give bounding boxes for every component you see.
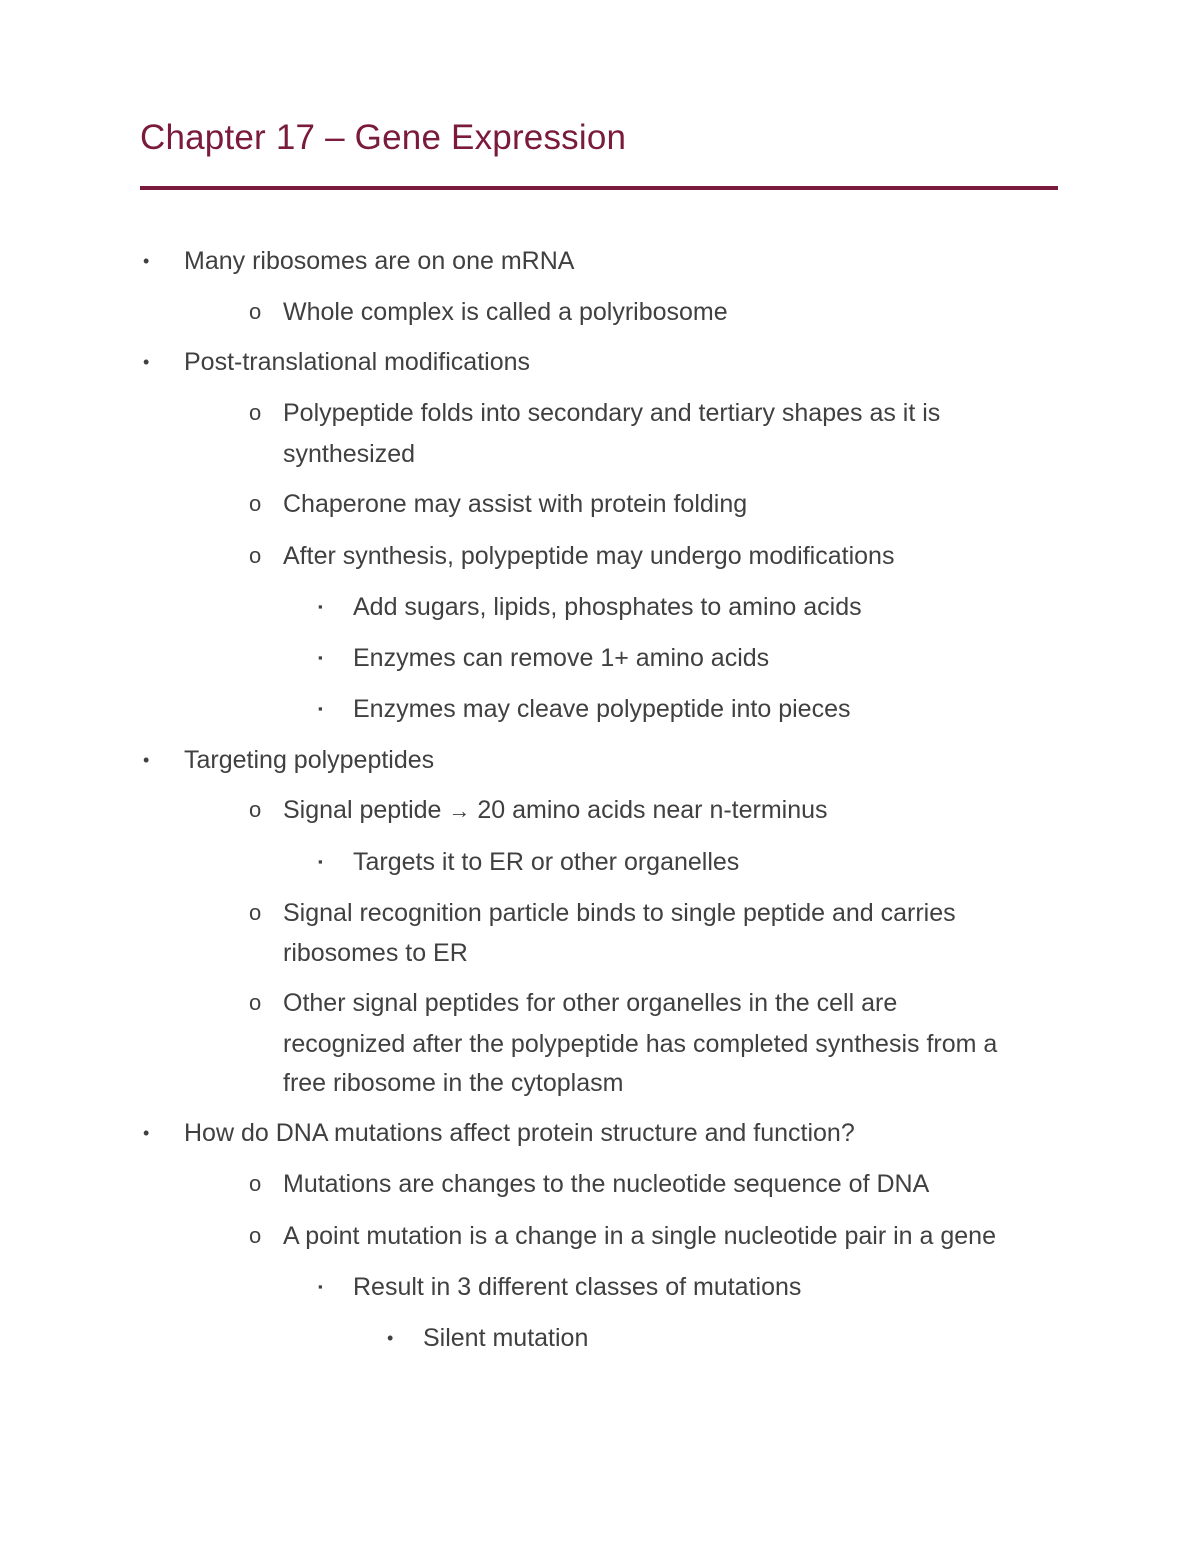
list-item: Signal recognition particle binds to single peptide and carries [283,899,956,927]
list-item: Chaperone may assist with protein folding [283,490,748,518]
list-item-continuation: synthesized [283,440,416,468]
bullet-circle-icon: o [249,299,262,324]
list-item-continuation: ribosomes to ER [283,939,468,967]
arrow-right-icon: → [448,798,471,823]
bullet-circle-icon: o [249,797,262,822]
list-item: Add sugars, lipids, phosphates to amino acids [353,593,862,621]
list-item: Enzymes may cleave polypeptide into pieces [353,695,851,723]
bullet-circle-icon: o [249,1223,262,1248]
list-item: Many ribosomes are on one mRNA [184,247,575,275]
list-item: Targets it to ER or other organelles [353,848,740,876]
bullet-disc-icon: • [143,750,150,770]
list-item: Targeting polypeptides [184,746,435,774]
bullet-circle-icon: o [249,543,262,568]
bullet-square-icon: ▪ [318,854,323,869]
bullet-disc-icon: • [143,251,150,271]
bullet-square-icon: ▪ [318,650,323,665]
bullet-circle-icon: o [249,491,262,516]
list-item: Silent mutation [423,1324,589,1352]
list-item: Other signal peptides for other organelles in the cell are [283,989,898,1017]
list-item: Mutations are changes to the nucleotide sequence of DNA [283,1170,930,1198]
signal-peptide-text: Signal peptide [283,796,442,824]
list-item: Result in 3 different classes of mutations [353,1273,802,1301]
signal-peptide-detail: 20 amino acids near n-terminus [477,796,828,824]
page-title: Chapter 17 – Gene Expression [140,118,627,157]
list-item: Enzymes can remove 1+ amino acids [353,644,770,672]
bullet-disc-icon: • [143,352,150,372]
bullet-disc-icon: • [143,1123,150,1143]
list-item: A point mutation is a change in a single nucleotide pair in a gene [283,1222,996,1250]
list-item-continuation: recognized after the polypeptide has completed synthesis from a [283,1030,998,1058]
bullet-circle-icon: o [249,400,262,425]
list-item-continuation: free ribosome in the cytoplasm [283,1069,624,1097]
list-item: Post-translational modifications [184,348,530,376]
list-item: Polypeptide folds into secondary and tertiary shapes as it is [283,399,941,427]
list-item: Whole complex is called a polyribosome [283,298,728,326]
bullet-square-icon: ▪ [318,701,323,716]
title-underline [140,186,1058,190]
list-item: How do DNA mutations affect protein structure and function? [184,1119,855,1147]
bullet-circle-icon: o [249,990,262,1015]
bullet-circle-icon: o [249,1171,262,1196]
list-item: After synthesis, polypeptide may undergo modifications [283,542,895,570]
bullet-circle-icon: o [249,900,262,925]
bullet-disc-icon: • [387,1328,394,1348]
list-item [283,790,828,831]
bullet-square-icon: ▪ [318,1279,323,1294]
bullet-square-icon: ▪ [318,599,323,614]
